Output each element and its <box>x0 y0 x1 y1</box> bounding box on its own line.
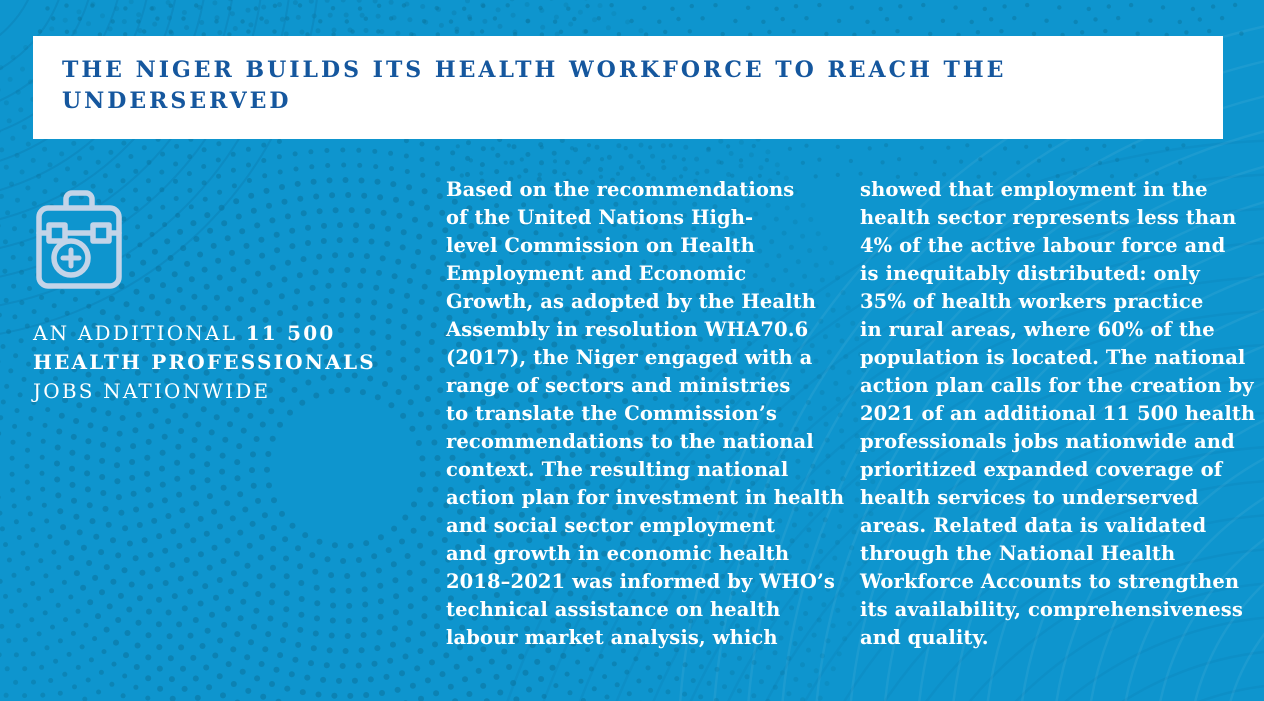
body-column-2 <box>860 176 1264 652</box>
kit-clasp-left <box>49 225 65 241</box>
text-line: context. The resulting national <box>446 458 789 481</box>
text-line: THE NIGER BUILDS ITS HEALTH WORKFORCE TO REACH THE <box>62 57 1007 83</box>
text-line: UNDERSERVED <box>62 88 292 114</box>
text-line: (2017), the Niger engaged with a <box>446 346 813 369</box>
text-line: showed that employment in the <box>860 178 1208 201</box>
page-title <box>33 36 1223 117</box>
text-line: areas. Related data is validated <box>860 514 1207 537</box>
text-line: Employment and Economic <box>446 262 747 285</box>
text-line: labour market analysis, which <box>446 626 778 649</box>
text-line: population is located. The national <box>860 346 1246 369</box>
text-line: level Commission on Health <box>446 234 755 257</box>
stat-value: 11 500 <box>245 321 336 345</box>
stat-line-3: JOBS NATIONWIDE <box>33 379 271 403</box>
text-line: through the National Health <box>860 542 1176 565</box>
text-line: 2021 of an additional 11 500 health <box>860 402 1256 425</box>
kit-clasp-right <box>93 225 109 241</box>
body-column-1 <box>446 176 851 652</box>
text-line: and growth in economic health <box>446 542 790 565</box>
text-line: 35% of health workers practice <box>860 290 1204 313</box>
text-line: its availability, comprehensiveness <box>860 598 1243 621</box>
text-line: to translate the Commission’s <box>446 402 777 425</box>
text-line: action plan for investment in health <box>446 486 845 509</box>
stat-line-1 <box>33 319 433 348</box>
stat-block <box>33 190 433 406</box>
stat-line-2: HEALTH PROFESSIONALS <box>33 350 376 374</box>
text-line: 4% of the active labour force and <box>860 234 1226 257</box>
first-aid-kit-icon <box>35 190 123 290</box>
text-line: health services to underserved <box>860 486 1199 509</box>
text-line: health sector represents less than <box>860 206 1237 229</box>
text-line: Workforce Accounts to strengthen <box>860 570 1240 593</box>
text-line: Assembly in resolution WHA70.6 <box>446 318 809 341</box>
text-line: technical assistance on health <box>446 598 781 621</box>
text-line: professionals jobs nationwide and <box>860 430 1235 453</box>
text-line: Growth, as adopted by the Health <box>446 290 817 313</box>
text-line: 2018–2021 was informed by WHO’s <box>446 570 835 593</box>
text-line: and social sector employment <box>446 514 776 537</box>
title-banner <box>33 36 1223 139</box>
text-line: recommendations to the national <box>446 430 814 453</box>
stat-caption <box>33 319 433 406</box>
text-line: Based on the recommendations <box>446 178 795 201</box>
text-line: is inequitably distributed: only <box>860 262 1200 285</box>
text-line: range of sectors and ministries <box>446 374 791 397</box>
text-line: and quality. <box>860 626 989 649</box>
text-line: of the United Nations High- <box>446 206 754 229</box>
text-line: action plan calls for the creation by <box>860 374 1254 397</box>
stat-prefix: AN ADDITIONAL <box>33 321 238 345</box>
text-line: in rural areas, where 60% of the <box>860 318 1215 341</box>
text-line: prioritized expanded coverage of <box>860 458 1223 481</box>
